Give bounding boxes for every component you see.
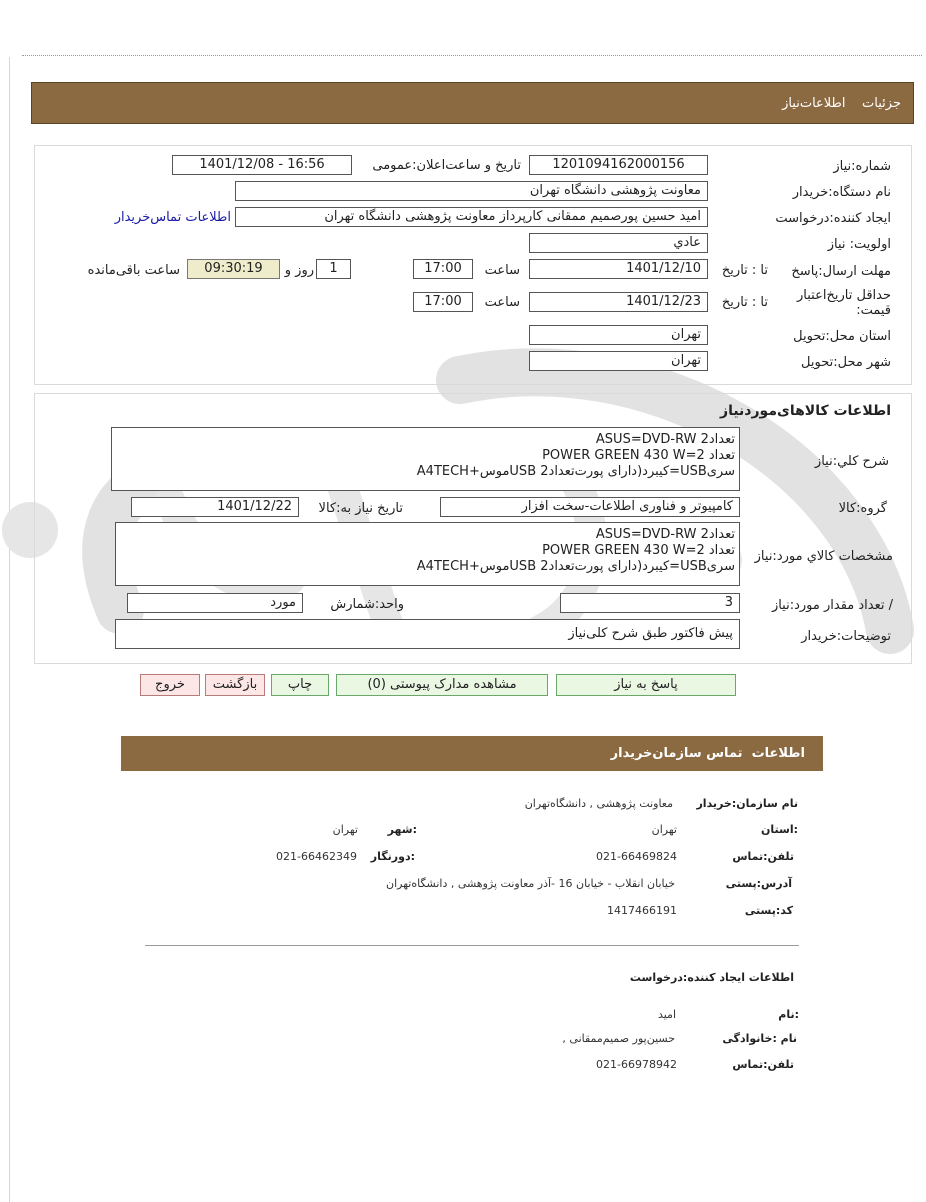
contact-postal-label: کد:پستی <box>744 904 793 917</box>
validity-label: حداقل تاریخ‌اعتبار قیمت: <box>797 288 891 318</box>
deadline-to-date-label: تا : تاریخ <box>721 263 768 278</box>
top-dotted-divider <box>22 55 922 56</box>
announce-date-label: تاریخ و ساعت‌اعلان:عمومی <box>372 158 521 173</box>
need-date-field: 1401/12/22 <box>131 497 299 517</box>
contact-section-title: اطلاعات تماس سازمان‌خریدار <box>610 746 805 761</box>
contact-phone-label: تلفن:تماس <box>732 850 794 863</box>
need-number-field: 1201094162000156 <box>529 155 708 175</box>
org-name-value: معاونت پژوهشی , دانشگاه‌تهران <box>524 797 673 810</box>
delivery-city-label: شهر محل:تحویل <box>801 355 891 370</box>
general-desc-label: شرح کلي:نیاز <box>814 454 889 469</box>
buyer-notes-label: توضیحات:خریدار <box>801 629 891 644</box>
contact-address-value: خیابان انقلاب - خیابان 16 -آذر معاونت پژوهشی , دانشگاه‌تهران <box>385 877 675 890</box>
need-number-label: شماره:نیاز <box>833 159 891 174</box>
quantity-field: 3 <box>560 593 740 613</box>
exit-button[interactable]: خروج <box>140 674 200 696</box>
general-desc-line: A4TECH+موسUSB کیبرد(دارای پورت‌تعداد2=USBسری <box>416 464 735 479</box>
remaining-time-field: 09:30:19 <box>187 259 280 279</box>
specs-line: A4TECH+موسUSB کیبرد(دارای پورت‌تعداد2=USBسری <box>416 559 735 574</box>
need-date-label: تاریخ نیاز به:کالا <box>318 501 403 516</box>
specs-field <box>115 522 740 586</box>
priority-field: عادي <box>529 233 708 253</box>
requester-family-value: حسین‌پور صمیم‌ممقانی , <box>562 1032 675 1045</box>
delivery-province-field: تهران <box>529 325 708 345</box>
contact-city-label: :شهر <box>387 823 417 836</box>
contact-fax-label: :دورنگار <box>370 850 415 863</box>
goods-group-field: کامپیوتر و فناوری اطلاعات-سخت افزار <box>440 497 740 517</box>
delivery-city-field: تهران <box>529 351 708 371</box>
goods-section-title: اطلاعات کالاهای‌موردنیاز <box>720 403 891 419</box>
contact-header-bar <box>121 736 823 771</box>
reply-button[interactable]: پاسخ به نیاز <box>556 674 736 696</box>
buyer-notes-field: پیش فاکتور طبق شرح کلی‌نیاز <box>115 619 740 649</box>
contact-address-label: آدرس:پستی <box>725 877 792 890</box>
back-button[interactable]: بازگشت <box>205 674 265 696</box>
general-desc-line: ASUS=DVD-RW تعداد2 <box>595 432 735 447</box>
buyer-org-field: معاونت پژوهشی دانشگاه تهران <box>235 181 708 201</box>
specs-line: POWER GREEN 430 W=2 تعداد <box>542 543 735 558</box>
specs-line: ASUS=DVD-RW تعداد2 <box>595 527 735 542</box>
delivery-province-label: استان محل:تحویل <box>793 329 891 344</box>
buyer-org-label: نام دستگاه:خریدار <box>792 185 891 200</box>
contact-province-value: تهران <box>651 823 677 836</box>
validity-time-field: 17:00 <box>413 292 473 312</box>
validity-to-date-label: تا : تاریخ <box>721 295 768 310</box>
contact-fax-value: 021-66462349 <box>276 850 357 863</box>
validity-time-label: ساعت <box>484 295 520 310</box>
remaining-time-label: ساعت باقی‌مانده <box>87 263 180 278</box>
org-name-label: نام سازمان:خریدار <box>696 797 798 810</box>
deadline-label: مهلت ارسال:پاسخ <box>791 264 891 279</box>
deadline-time-field: 17:00 <box>413 259 473 279</box>
validity-date-field: 1401/12/23 <box>529 292 708 312</box>
details-header-title: جزئیات اطلاعات‌نیاز <box>782 96 901 111</box>
details-header-bar <box>31 82 914 124</box>
days-label: روز و <box>284 263 314 278</box>
contact-province-label: :استان <box>761 823 798 836</box>
print-button[interactable]: چاپ <box>271 674 329 696</box>
contact-divider <box>145 945 799 946</box>
requester-name-label: :نام <box>778 1008 799 1021</box>
unit-label: واحد:شمارش <box>330 597 404 612</box>
creator-label: ایجاد کننده:درخواست <box>775 211 891 226</box>
contact-city-value: تهران <box>332 823 358 836</box>
deadline-date-field: 1401/12/10 <box>529 259 708 279</box>
requester-phone-label: تلفن:تماس <box>732 1058 794 1071</box>
days-remaining-field: 1 <box>316 259 351 279</box>
general-desc-line: POWER GREEN 430 W=2 تعداد <box>542 448 735 463</box>
priority-label: اولویت: نیاز <box>827 237 891 252</box>
unit-field: مورد <box>127 593 303 613</box>
creator-field: امید حسین پورصمیم ممقانی کارپرداز معاونت پژوهشی دانشگاه تهران <box>235 207 708 227</box>
requester-family-label: نام :خانوادگی <box>722 1032 797 1045</box>
announce-date-field: 1401/12/08 - 16:56 <box>172 155 352 175</box>
contact-postal-value: 1417466191 <box>607 904 677 917</box>
goods-group-label: گروه:کالا <box>838 501 887 516</box>
deadline-time-label: ساعت <box>484 263 520 278</box>
requester-section-title: اطلاعات ایجاد کننده:درخواست <box>629 971 794 984</box>
attachments-button[interactable]: مشاهده مدارک پیوستی (0) <box>336 674 548 696</box>
quantity-label: / تعداد مقدار مورد:نیاز <box>771 598 893 613</box>
general-desc-field <box>111 427 740 491</box>
buyer-contact-link[interactable]: اطلاعات تماس‌خریدار <box>114 210 231 225</box>
contact-phone-value: 021-66469824 <box>596 850 677 863</box>
requester-name-value: امید <box>657 1008 676 1021</box>
specs-label: مشخصات کالاي مورد:نیاز <box>754 549 893 564</box>
requester-phone-value: 021-66978942 <box>596 1058 677 1071</box>
